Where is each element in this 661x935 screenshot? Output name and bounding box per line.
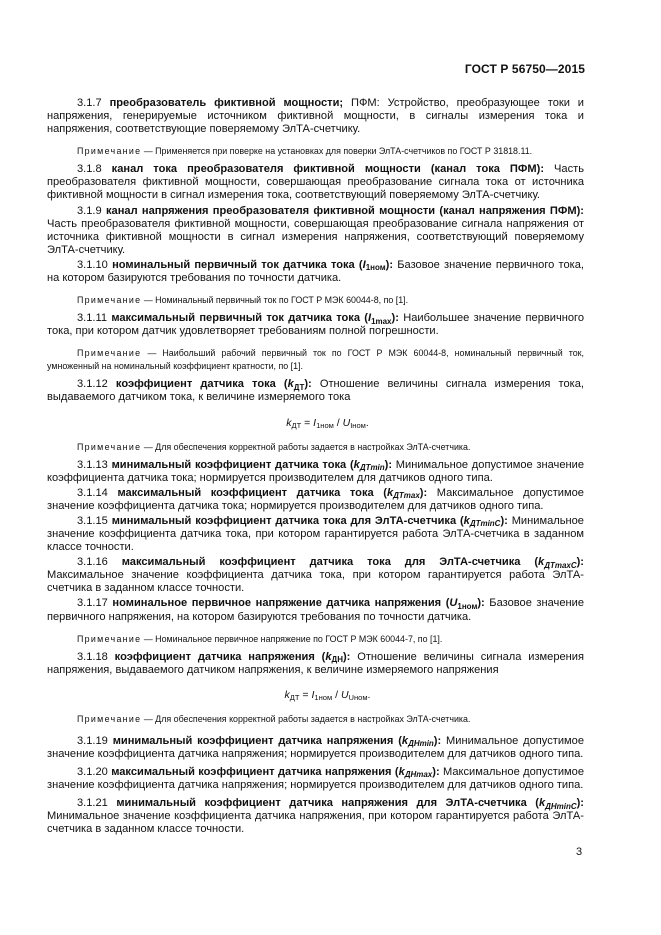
definition-paragraph (47, 487, 584, 513)
formula (47, 416, 584, 430)
text-run: ПФМ: Устройство, преобразующее токи и напряжения, генерируемые источником фиктивной мощности, в сигналы измерения тока и напряжения, соответствующие поверяемому ЭлТА-счетчику. (47, 97, 584, 136)
definition-paragraph (47, 97, 584, 136)
term-symbol-subscript: ДТminС (469, 519, 501, 529)
term-text: ): (576, 797, 584, 810)
symbol-subscript: ДТ (289, 693, 300, 703)
symbol-italic: U (342, 416, 351, 429)
note-label: Примечание (77, 713, 142, 724)
symbol-subscript: ДТ (291, 420, 302, 430)
text-run: Максимальное допустимое значение коэффициента датчика напряжения; нормируется производителем для датчиков одного типа. (47, 766, 584, 792)
term-text: ): (385, 258, 394, 271)
formula (47, 688, 584, 702)
term-text: максимальный коэффициент датчика напряжения ( (111, 766, 399, 778)
document-body (47, 95, 584, 836)
term-symbol: I (362, 258, 366, 271)
term-symbol-subscript: ДНminС (545, 801, 577, 811)
term-text: канал тока преобразователя фиктивной мощности (канал тока ПФМ): (111, 163, 545, 176)
text-run: — Для обеспечения корректной работы задается в настройках ЭлТА-счетчика. (141, 441, 471, 452)
symbol-subscript: 1ном (314, 693, 333, 703)
text-run: / (332, 688, 341, 701)
text-run: 3.1.20 (77, 766, 112, 778)
definition-paragraph (47, 651, 584, 677)
term-symbol: U (449, 597, 458, 610)
term-text: ): (576, 556, 584, 569)
text-run: Наибольшее значение первичного тока, при котором датчик удовлетворяет требованиям полной погрешности. (47, 312, 585, 338)
note-paragraph (47, 441, 584, 454)
term-text: ): (391, 312, 399, 325)
term-text: преобразователь фиктивной мощности; (109, 97, 344, 109)
term-text: минимальный коэффициент датчика тока для ЭлТА-счетчика ( (111, 514, 464, 527)
standard-id-header: ГОСТ Р 56750—2015 (464, 62, 585, 76)
text-run: . (367, 688, 371, 701)
symbol-italic: k (286, 416, 292, 429)
symbol-subscript: Uном (348, 693, 368, 703)
text-run: 3.1.14 (77, 486, 118, 499)
text-run: 3.1.21 (77, 797, 117, 810)
text-run: — Применяется при поверке на установках для поверки ЭлТА-счетчиков по ГОСТ Р 31818.11. (141, 146, 533, 157)
text-run: 3.1.19 (77, 734, 113, 747)
text-run: Максимальное допустимое значение коэффициента датчика тока; нормируется производителем для датчиков одного типа. (47, 486, 584, 512)
term-text: ): (342, 650, 351, 663)
term-subscript: ДН (331, 655, 343, 665)
symbol-subscript: Iном (350, 420, 366, 430)
term-text: номинальный первичный ток датчика тока ( (112, 258, 363, 271)
text-run: Базовое значение первичного напряжения, на котором базируются требования по точности датчика. (47, 597, 584, 623)
symbol-italic: I (311, 688, 315, 701)
note-paragraph (47, 145, 584, 158)
term-text: минимальный коэффициент датчика напряжения для ЭлТА-счетчика ( (116, 797, 539, 810)
term-symbol-subscript: ДТmaxС (544, 560, 577, 570)
term-text: ): (433, 734, 442, 747)
text-run: 3.1.12 (77, 378, 116, 391)
note-paragraph (47, 294, 584, 307)
term-text: минимальный коэффициент датчика тока ( (111, 458, 354, 471)
definition-paragraph (47, 378, 584, 404)
term-text: ): (432, 766, 440, 778)
note-label: Примечание (77, 295, 142, 306)
term-text: канал напряжения преобразователя фиктивной мощности (канал напряжения ПФМ): (105, 204, 584, 217)
text-run: Отношение величины сигнала измерения тока, выдаваемого датчиком тока, к величине измеряемого тока (47, 378, 584, 404)
term-subscript: 1ном (457, 601, 478, 611)
term-symbol: k (325, 650, 332, 663)
text-run: / (333, 416, 343, 429)
symbol-italic: I (313, 416, 317, 429)
symbol-italic: k (284, 688, 290, 701)
text-run: — Номинальное первичное напряжение по ГОСТ Р МЭК 60044-7, по [1]. (141, 633, 443, 644)
text-run: Часть преобразователя фиктивной мощности, совершающая преобразование сигнала напряжения от источника фиктивной мощности в сигнал измерения напряжения, соответствующий поверяемому ЭлТА-счетчику. (47, 217, 584, 256)
term-subscript: 1ном (365, 263, 386, 273)
note-paragraph (47, 347, 584, 373)
note-paragraph (47, 713, 584, 726)
term-subscript: 1max (371, 316, 392, 326)
text-run: Минимальное значение коэффициента датчика напряжения, при котором гарантируется работа ЭлТА-счетчика в заданном классе точности. (47, 810, 584, 836)
symbol-italic: U (340, 688, 349, 701)
text-run: — Наибольший рабочий первичный ток по ГОСТ Р МЭК 60044-8, номинальный первичный ток, умноженный на номинальный коэффициент кратности, по [1]. (47, 348, 584, 372)
definition-paragraph (47, 597, 584, 623)
text-run: 3.1.8 (77, 163, 112, 176)
definition-paragraph (47, 459, 584, 485)
term-text: максимальный коэффициент датчика тока ( (117, 486, 387, 499)
text-run: 3.1.16 (77, 556, 122, 569)
definition-paragraph (47, 797, 584, 836)
text-run: 3.1.7 (77, 97, 110, 109)
term-text: ): (500, 514, 508, 527)
text-run: Минимальное значение коэффициента датчика тока, при котором гарантируется работа ЭлТА-счетчика в заданном классе точности. (47, 514, 584, 554)
term-subscript: ДТ (293, 382, 305, 392)
note-paragraph (47, 633, 584, 646)
text-run: 3.1.18 (77, 650, 115, 663)
term-symbol: k (538, 797, 546, 810)
text-run: = (299, 688, 312, 701)
definition-paragraph (47, 556, 584, 595)
term-symbol-subscript: ДНmax (404, 770, 433, 780)
term-text: максимальный первичный ток датчика тока ( (111, 312, 368, 325)
term-text: ): (419, 486, 428, 499)
term-symbol: k (386, 486, 394, 499)
note-label: Примечание (77, 348, 142, 359)
term-text: коэффициент датчика тока ( (115, 378, 288, 391)
text-run: 3.1.13 (77, 458, 112, 471)
text-run: 3.1.11 (77, 312, 112, 325)
definition-paragraph (47, 735, 584, 761)
text-run: Часть преобразователя фиктивной мощности, совершающая преобразование сигнала тока от источника фиктивной мощности в сигнал измерения тока, соответствующий поверяемому ЭлТА-счетчику. (47, 163, 584, 202)
term-symbol: k (463, 514, 470, 527)
text-run: — Номинальный первичный ток по ГОСТ Р МЭК 60044-8, по [1]. (141, 295, 409, 306)
note-label: Примечание (77, 633, 142, 644)
term-symbol: k (538, 556, 545, 569)
term-symbol-subscript: ДТmin (359, 462, 385, 472)
term-text: минимальный коэффициент датчика напряжения ( (112, 734, 402, 747)
term-symbol: k (398, 766, 405, 778)
text-run: Минимальное допустимое значение коэффициента датчика тока; нормируется производителем для датчиков одного типа. (47, 458, 584, 484)
text-run: Максимальное значение коэффициента датчика тока, при котором гарантируется работа ЭлТА-счетчика в заданном классе точности. (47, 569, 584, 595)
term-text: ): (304, 378, 312, 391)
definition-paragraph (47, 163, 584, 202)
text-run: Базовое значение первичного тока, на котором базируются требования по точности датчика. (47, 258, 584, 285)
text-run: 3.1.10 (77, 258, 113, 271)
text-run: 3.1.15 (77, 514, 112, 527)
term-symbol: k (287, 378, 294, 391)
definition-paragraph (47, 205, 584, 257)
term-text: ): (384, 458, 393, 471)
definition-paragraph (47, 766, 584, 792)
term-symbol: k (401, 734, 409, 747)
term-text: коэффициент датчика напряжения ( (114, 650, 326, 663)
definition-paragraph (47, 259, 584, 285)
text-run: 3.1.9 (77, 204, 106, 217)
term-symbol-subscript: ДТmax (393, 491, 420, 501)
symbol-subscript: 1ном (316, 420, 334, 430)
term-symbol-subscript: ДНmin (408, 739, 434, 749)
term-text: максимальный коэффициент датчика тока для ЭлТА-счетчика ( (121, 556, 539, 569)
text-run: Отношение величины сигнала измерения напряжения, выдаваемого датчиком напряжения, к величине измеряемого напряжения (47, 650, 584, 676)
text-run: Минимальное допустимое значение коэффициента датчика напряжения; нормируется производителем для датчиков одного типа. (47, 734, 584, 760)
text-run: 3.1.17 (77, 597, 113, 610)
term-text: ): (477, 597, 485, 610)
page-number: 3 (576, 846, 583, 858)
text-run: — Для обеспечения корректной работы задается в настройках ЭлТА-счетчика. (141, 713, 471, 724)
note-label: Примечание (77, 441, 142, 452)
text-run: . (365, 416, 369, 429)
term-symbol: I (367, 312, 372, 325)
note-label: Примечание (77, 146, 142, 157)
definition-paragraph (47, 515, 584, 554)
definition-paragraph (47, 312, 584, 338)
text-run: = (301, 416, 314, 429)
term-text: номинальное первичное напряжение датчика напряжения ( (112, 597, 450, 610)
term-symbol: k (353, 458, 360, 471)
